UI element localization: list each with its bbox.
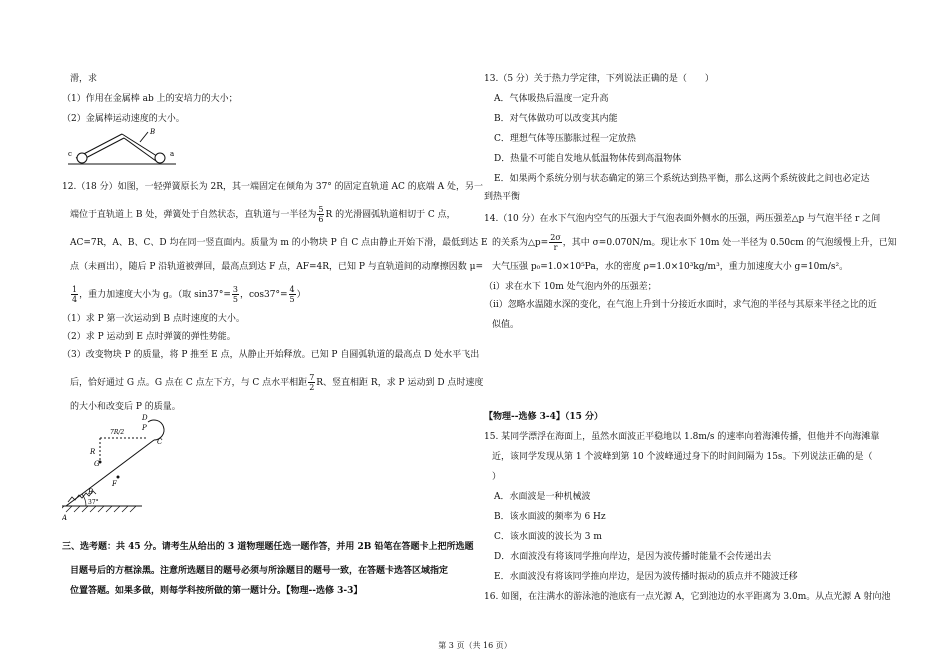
q12-label-d: D [142, 414, 148, 422]
q15-option-a: A．水面波是一种机械波 [494, 492, 591, 502]
q12-incline [66, 440, 154, 506]
section-3-4-heading: 【物理--选修 3-4】（15 分） [484, 412, 604, 422]
frac-den: 2 [309, 383, 315, 392]
q11-field-arrow [140, 132, 148, 142]
q12-part1: （1）求 P 第一次运动到 B 点时速度的大小。 [62, 314, 245, 324]
q15-option-b: B．该水面波的频率为 6 Hz [494, 512, 606, 522]
q11-label-c: c [68, 150, 72, 158]
q11-figure [68, 128, 178, 170]
q15-option-d: D．水面波没有将该同学推向岸边，是因为波传播时能量不会传递出去 [494, 552, 772, 562]
q11-roller-right [155, 153, 165, 163]
q15-option-e: E．水面波没有将该同学推向岸边，是因为波传播时振动的质点并不随波迁移 [494, 572, 798, 582]
q11-tail: 滑，求 [70, 74, 98, 84]
frac-num: 7 [309, 373, 315, 382]
q12-figure [62, 414, 202, 524]
q14-part2-cont: 似值。 [492, 320, 520, 330]
q14-line1: 14.（10 分）在水下气泡内空气的压强大于气泡表面外侧水的压强，两压强差△p 与气泡半径 r 之间 [484, 214, 881, 224]
q12-line2b: R 的光滑圆弧轨道相切于 C 点， [325, 210, 456, 220]
frac-den: 6 [318, 215, 324, 224]
q15-line2: 近，该同学发现从第 1 个波峰到第 10 个波峰通过身下的时间间隔为 15s。下列说法正确的是（ [492, 452, 873, 462]
q11-part2: （2）金属棒运动速度的大小。 [62, 114, 185, 124]
frac-num: 4 [289, 285, 295, 294]
frac-num: 3 [232, 285, 238, 294]
q14-line2 [492, 232, 897, 254]
page-footer: 第 3 页（共 16 页） [438, 641, 512, 650]
section3-line3: 位置答题。如果多做，则每学科按所做的第一题计分。【物理--选修 3-3】 [70, 586, 363, 596]
q13-option-b: B．对气体做功可以改变其内能 [494, 114, 618, 124]
q12-part3: （3）改变物块 P 的质量，将 P 推至 E 点，从静止开始释放。已知 P 自圆弧轨道的最高点 D 处水平飞出 [62, 350, 480, 360]
q12-part3-line2b: R、竖直相距 R，求 P 运动到 D 点时速度 [316, 378, 484, 388]
frac-num: 2σ [550, 233, 561, 242]
q15-option-c: C．该水面波的波长为 3 m [494, 532, 602, 542]
frac-den: 4 [72, 295, 78, 304]
q12-line5b: ，cos37°= [239, 290, 288, 300]
q12-line3: AC=7R，A、B、C、D 均在同一竖直面内。质量为 m 的小物块 P 自 C 点由静止开始下滑，最低到达 E [70, 238, 488, 248]
q15-line3: ） [492, 472, 502, 482]
q12-arc [148, 420, 164, 440]
frac-den: 5 [289, 295, 295, 304]
q12-label-f: F [112, 480, 117, 488]
q12-line2 [70, 204, 456, 226]
frac-num: 1 [72, 285, 78, 294]
q12-label-dist: 7R/2 [110, 429, 125, 436]
q13-stem: 13.（5 分）关于热力学定律，下列说法正确的是（ ） [484, 74, 714, 84]
q13-option-e: E．如果两个系统分别与状态确定的第三个系统达到热平衡，那么这两个系统彼此之间也必定达 [494, 174, 870, 184]
q12-line1: 12.（18 分）如图，一轻弹簧原长为 2R，其一端固定在倾角为 37° 的固定直轨道 AC 的底端 A 处，另一 [62, 182, 483, 192]
q16-line1: 16. 如图，在注满水的游泳池的池底有一点光源 A，它到池边的水平距离为 3.0m。从点光源 A 射向池 [484, 592, 891, 602]
q15-line1: 15. 某同学漂浮在海面上，虽然水面波正平稳地以 1.8m/s 的速率向着海滩传播，但他并不向海滩靠 [484, 432, 880, 442]
q11-label-a: a [170, 150, 175, 158]
q12-part3-line2 [70, 372, 483, 394]
section3-line1: 三、选考题：共 45 分。请考生从给出的 3 道物理题任选一题作答，并用 2B 铅笔在答题卡上把所选题 [62, 542, 474, 552]
q12-part2: （2）求 P 运动到 E 点时弹簧的弹性势能。 [62, 332, 236, 342]
q12-label-a: A [62, 514, 68, 522]
q12-label-b: B [88, 488, 94, 496]
q12-ground-hatch [62, 506, 136, 512]
frac-den: 5 [232, 295, 238, 304]
section3-line2: 目题号后的方框涂黑。注意所选题目的题号必须与所涂题目的题号一致，在答题卡选答区域指定 [70, 566, 449, 576]
q12-line4: 点（未画出），随后 P 沿轨道被弹回，最高点到达 F 点，AF=4R，已知 P 与直轨道间的动摩擦因数 μ= [70, 262, 484, 272]
q11-roller-left [77, 153, 87, 163]
q13-option-a: A．气体吸热后温度一定升高 [494, 94, 609, 104]
q12-line5a: ，重力加速度大小为 g。（取 sin37°= [79, 290, 231, 300]
q14-line2b: ，其中 σ=0.070N/m。现让水下 10m 处一半径为 0.50cm 的气泡缓慢上升，已知 [562, 238, 897, 248]
q14-part1: （i）求在水下 10m 处气泡内外的压强差； [484, 282, 657, 292]
q13-option-c: C．理想气体等压膨胀过程一定放热 [494, 134, 636, 144]
q12-line5 [70, 284, 306, 306]
q12-horizontal-fraction [308, 373, 315, 392]
q12-cos-fraction [289, 285, 296, 304]
q12-point-f [117, 476, 120, 479]
q14-line3: 大气压强 p₀=1.0×10⁵Pa，水的密度 ρ=1.0×10³kg/m³，重力加速度大小 g=10m/s²。 [492, 262, 849, 272]
q14-pressure-fraction [549, 233, 562, 252]
q14-line2a: 的关系为△p= [492, 238, 549, 248]
q12-label-p: P [142, 424, 147, 432]
q11-part1: （1）作用在金属棒 ab 上的安培力的大小； [62, 94, 238, 104]
q12-line5c: ） [296, 290, 306, 300]
frac-den: r [553, 243, 558, 252]
q12-part3-line3: 的大小和改变后 P 的质量。 [70, 402, 181, 412]
q12-label-g: G [94, 460, 100, 468]
q11-label-b-field: B [150, 128, 156, 136]
q12-radius-fraction [317, 205, 324, 224]
q12-part3-line2a: 后，恰好通过 G 点。G 点在 C 点左下方，与 C 点水平相距 [70, 378, 308, 388]
q12-label-r: R [90, 448, 96, 456]
q12-sin-fraction [232, 285, 239, 304]
q12-line2a: 端位于直轨道上 B 处，弹簧处于自然状态，直轨道与一半径为 [70, 210, 317, 220]
q13-option-e-cont: 到热平衡 [484, 192, 521, 202]
q12-mu-fraction [71, 285, 78, 304]
q12-label-c: C [157, 438, 163, 446]
q13-option-d: D．热量不可能自发地从低温物体传到高温物体 [494, 154, 682, 164]
frac-num: 5 [318, 205, 324, 214]
q14-part2: （ii）忽略水温随水深的变化，在气泡上升到十分接近水面时，求气泡的半径与其原来半径之比的近 [484, 300, 877, 310]
q12-label-angle: 37° [88, 499, 99, 506]
